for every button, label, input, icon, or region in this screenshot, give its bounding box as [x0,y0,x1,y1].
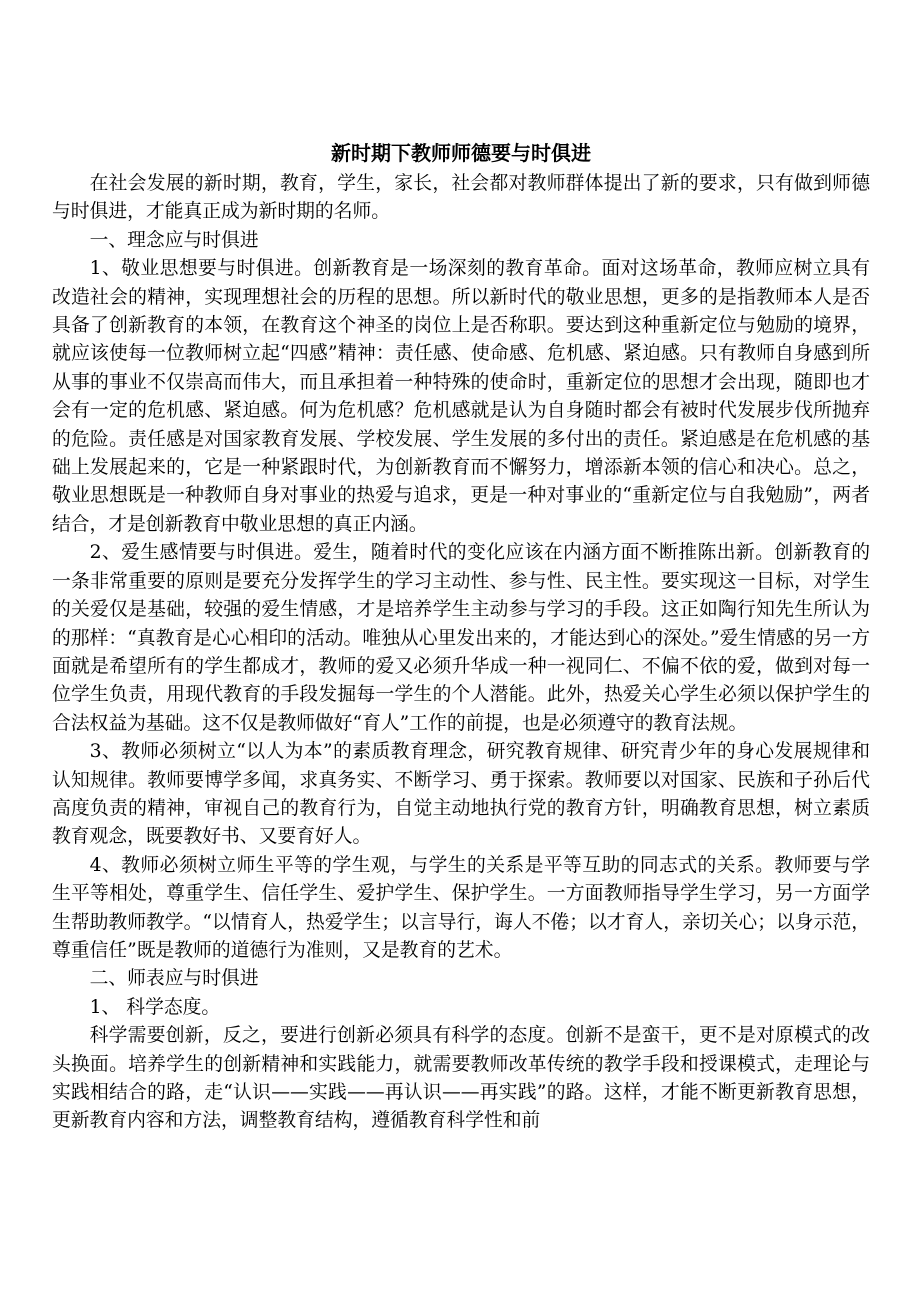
paragraph-5: 科学需要创新，反之，要进行创新必须具有科学的态度。创新不是蛮干，更不是对原模式的改头换面。培养学生的创新精神和实践能力，就需要教师改革传统的教学手段和授课模式，走理论与实践相结合的路，走“认识——实践——再认识——再实践”的路。这样，才能不断更新教育思想，更新教育内容和方法，调整教育结构，遵循教育科学性和前 [52,1025,870,1132]
paragraph-4: 4、教师必须树立师生平等的学生观，与学生的关系是平等互助的同志式的关系。教师要与学生平等相处，尊重学生、信任学生、爱护学生、保护学生。一方面教师指导学生学习，另一方面学生帮助教师教学。“以情育人，热爱学生；以言导行，诲人不倦；以才育人，亲切关心；以身示范，尊重信任”既是教师的道德行为准则，又是教育的艺术。 [52,854,870,961]
paragraph-3: 3、教师必须树立“以人为本”的素质教育理念，研究教育规律、研究青少年的身心发展规律和认知规律。教师要博学多闻，求真务实、不断学习、勇于探索。教师要以对国家、民族和子孙后代高度负责的精神，审视自己的教育行为，自觉主动地执行党的教育方针，明确教育思想，树立素质教育观念，既要教好书、又要育好人。 [52,741,870,848]
document-page [52,138,870,1136]
paragraph-2: 2、爱生感情要与时俱进。爱生，随着时代的变化应该在内涵方面不断推陈出新。创新教育的一条非常重要的原则是要充分发挥学生的学习主动性、参与性、民主性。要实现这一目标，对学生的关爱仅是基础，较强的爱生情感，才是培养学生主动参与学习的手段。这正如陶行知先生所认为的那样：“真教育是心心相印的活动。唯独从心里发出来的，才能达到心的深处。”爱生情感的另一方面就是希望所有的学生都成才，教师的爱又必须升华成一种一视同仁、不偏不依的爱，做到对每一位学生负责，用现代教育的手段发掘每一学生的个人潜能。此外，热爱关心学生必须以保护学生的合法权益为基础。这不仅是教师做好“育人”工作的前提，也是必须遵守的教育法规。 [52,542,870,734]
section-heading-2: 二、师表应与时俱进 [89,968,259,990]
section-heading-1: 一、理念应与时俱进 [89,229,259,251]
intro-paragraph: 在社会发展的新时期，教育，学生，家长，社会都对教师群体提出了新的要求，只有做到师德与时俱进，才能真正成为新时期的名师。 [52,173,870,223]
document-title: 新时期下教师师德要与时俱进 [331,141,591,165]
subheading-1: 1、 科学态度。 [89,996,221,1018]
paragraph-1: 1、敬业思想要与时俱进。创新教育是一场深刻的教育革命。面对这场革命，教师应树立具有改造社会的精神，实现理想社会的历程的思想。所以新时代的敬业思想，更多的是指教师本人是否具备了创新教育的本领，在教育这个神圣的岗位上是否称职。要达到这种重新定位与勉励的境界，就应该使每一位教师树立起“四感”精神：责任感、使命感、危机感、紧迫感。只有教师自身感到所从事的事业不仅崇高而伟大，而且承担着一种特殊的使命时，重新定位的思想才会出现，随即也才会有一定的危机感、紧迫感。何为危机感？危机感就是认为自身随时都会有被时代发展步伐所抛弃的危险。责任感是对国家教育发展、学校发展、学生发展的多付出的责任。紧迫感是在危机感的基础上发展起来的，它是一种紧跟时代，为创新教育而不懈努力，增添新本领的信心和决心。总之，敬业思想既是一种教师自身对事业的热爱与追求，更是一种对事业的“重新定位与自我勉励”，两者结合，才是创新教育中敬业思想的真正内涵。 [52,258,870,535]
